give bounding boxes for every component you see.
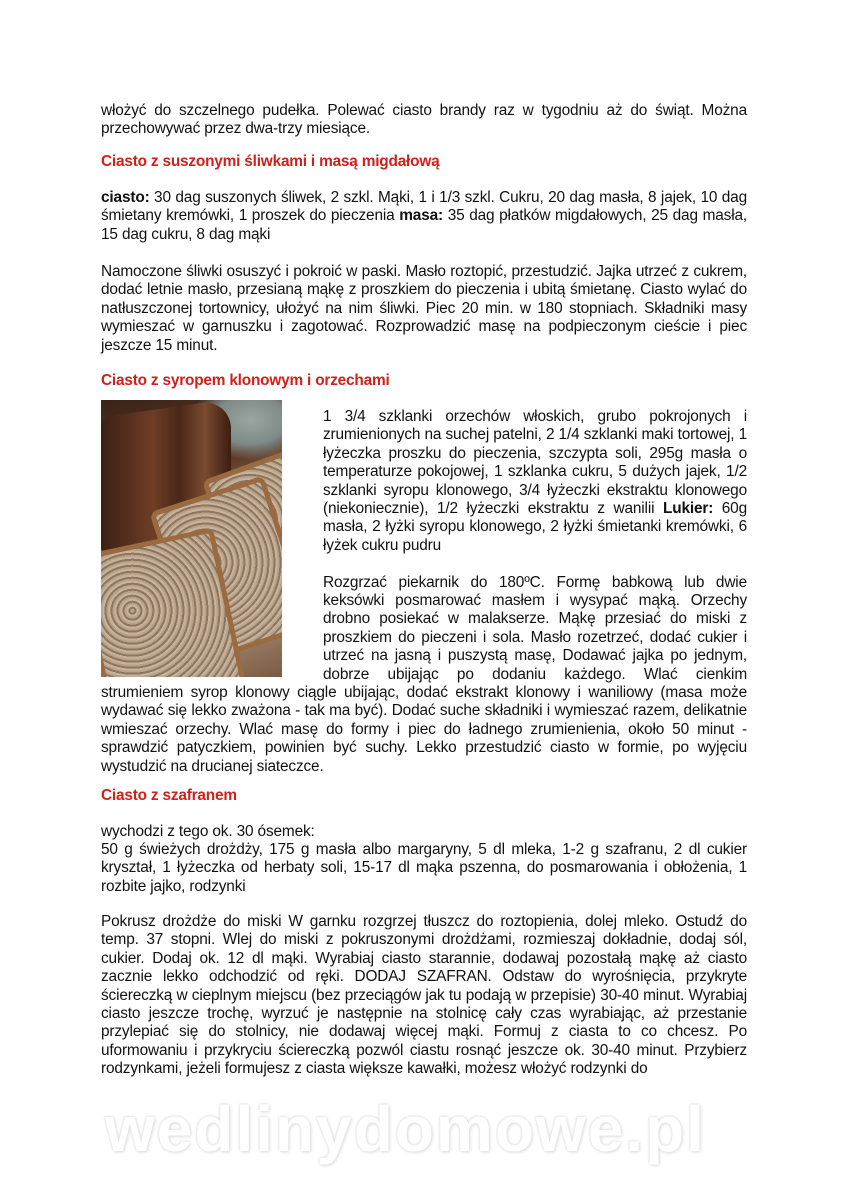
recipe-title-maple-cake: Ciasto z syropem klonowym i orzechami <box>101 372 390 389</box>
saffron-cake-ingredients: 50 g świeżych drożdży, 175 g masła albo margaryny, 5 dl mleka, 1-2 g szafranu, 2 dl cukier kryształ, 1 łyżeczka od herbaty soli, 15-17 dl mąka pszenna, do posmarowania i obłożenia, 1 rozbite jajko, rodzynki <box>101 841 747 895</box>
maple-cake-section <box>101 400 747 776</box>
ingredients-text: 30 dag suszonych śliwek, 2 szkl. Mąki, 1 i 1/3 szkl. Cukru, 20 dag masła, 8 jajek, 10 dag śmietany kremówki, 1 proszek do pieczenia <box>101 189 747 225</box>
recipe-title-saffron-cake: Ciasto z szafranem <box>101 787 237 804</box>
ingredients-text: 60g masła, 2 łyżki syropu klonowego, 2 łyżki śmietanki kremówki, 6 łyżek cukru pudru <box>323 500 748 554</box>
ingredients-label: Lukier: <box>662 500 714 518</box>
cake-photo <box>101 400 282 677</box>
maple-cake-method: Rozgrzać piekarnik do 180ºC. Formę babkową lub dwie keksówki posmarować masłem i wysypać mąką. Orzechy drobno posiekać w malakserze. Mąkę przesiać do miski z proszkiem do pieczeni i sola. Masło rozetrzeć, dodać cukier i utrzeć na jasną i puszystą masę, Dodawać jajka po jednym, dobrze ubijając po dodaniu każdego. Wlać cienkim strumieniem syrop klonowy ciągle ubijając, dodać ekstrakt klonowy i waniliowy (masa może wydawać się lekko zważona - tak ma być). Dodać suche składniki i wymieszać razem, delikatnie wmieszać orzechy. Wlać masę do formy i piec do ładnego zrumienienia, około 50 minut - sprawdzić patyczkiem, powinien być suchy. Lekko przestudzić ciasto w formie, po wyjęciu wystudzić na drucianej siateczce. <box>101 573 747 775</box>
plum-cake-method: Namoczone śliwki osuszyć i pokroić w paski. Masło roztopić, przestudzić. Jajka utrzeć z cukrem, dodać letnie masło, przesianą mąkę z proszkiem do pieczenia i ubitą śmietanę. Ciasto wylać do natłuszczonej tortownicy, ułożyć na nim śliwki. Piec 20 min. w 180 stopniach. Składniki masy wymieszać w garnuszku i zagotować. Rozprowadzić masę na podpieczonym cieście i piec jeszcze 15 minut. <box>101 263 747 354</box>
saffron-cake-method: Pokrusz drożdże do miski W garnku rozgrzej tłuszcz do roztopienia, dolej mleko. Ostudź do temp. 37 stopni. Wlej do miski z pokruszonymi drożdżami, rozmieszaj dokładnie, dodaj sól, cukier. Dodaj ok. 12 dl mąki. Wyrabiaj ciasto starannie, dodawaj pozostałą mąkę aż ciasto zacznie lekko odchodzić od ręki. DODAJ SZAFRAN. Odstaw do wyrośnięcia, przykryte ściereczką w cieplnym miejscu (bez przeciągów jak tu podają w przepisie) 30-40 minut. Wyrabiaj ciasto jeszcze trochę, wyrzuć je następnie na stolnicę cały czas wyrabiając, aż przestanie przylepiać się do stolnicy, nie dodawaj więcej mąki. Formuj z ciasta to co chcesz. Po uformowaniu i przykryciu ściereczką pozwól ciastu rosnąć jeszcze ok. 30-40 minut. Przybierz rodzynkami, jeżeli formujesz z ciasta większe kawałki, możesz włożyć rodzynki do <box>101 913 747 1078</box>
ingredients-label: ciasto: <box>101 189 150 206</box>
watermark: wedlinydomowe.pl <box>105 1093 706 1165</box>
plum-cake-ingredients <box>101 189 747 244</box>
ingredients-label: masa: <box>399 207 443 225</box>
ingredients-text: 35 dag płatków migdałowych, 25 dag masła, 15 dag cukru, 8 dag mąki <box>101 207 747 243</box>
ingredients-text: 1 3/4 szklanki orzechów włoskich, grubo pokrojonych i zrumienionych na suchej patelni, 2 1/4 szklanki maki tortowej, 1 łyżeczka proszku do pieczenia, szczypta soli, 295g masła o temperaturze pokojowej, 1 szklanka cukru, 5 dużych jajek, 1/2 szklanki syropu klonowego, 3/4 łyżeczki ekstraktu klonowego (niekoniecznie), 1/2 łyżeczki ekstraktu z wanilii <box>323 408 747 518</box>
recipe-title-plum-cake: Ciasto z suszonymi śliwkami i masą migdałową <box>101 153 440 170</box>
saffron-cake-yield: wychodzi z tego ok. 30 ósemek: <box>101 823 315 840</box>
intro-paragraph: włożyć do szczelnego pudełka. Polewać ciasto brandy raz w tygodniu aż do świąt. Można przechowywać przez dwa-trzy miesiące. <box>101 102 747 138</box>
